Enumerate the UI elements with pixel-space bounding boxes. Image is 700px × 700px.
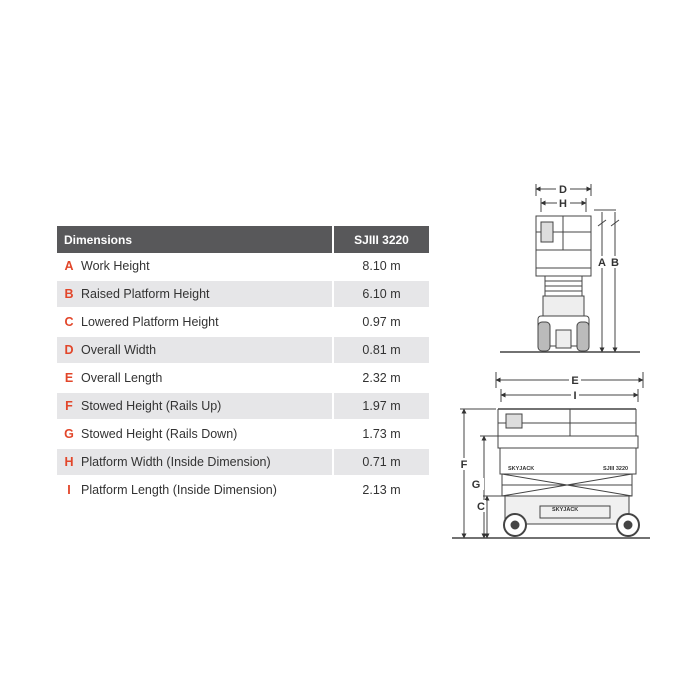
side-model-text: SJIII 3220 <box>603 466 629 472</box>
row-label: Overall Length <box>81 371 163 385</box>
row-label: Platform Length (Inside Dimension) <box>81 483 277 497</box>
row-letter: I <box>67 483 71 497</box>
row-letter: B <box>64 287 74 301</box>
front-chassis <box>543 296 584 316</box>
row-value: 6.10 m <box>333 280 429 308</box>
row-letter: D <box>64 343 74 357</box>
front-center-block <box>556 330 571 348</box>
front-wheel-left <box>538 322 550 351</box>
label-i: I <box>573 390 577 402</box>
side-brand-text: SKYJACK <box>508 466 535 472</box>
header-model: SJIII 3220 <box>333 226 429 253</box>
row-letter: H <box>64 455 74 469</box>
row-value: 8.10 m <box>333 253 429 280</box>
label-b: B <box>611 257 619 269</box>
row-letter: F <box>65 399 73 413</box>
row-value: 1.73 m <box>333 420 429 448</box>
row-label: Stowed Height (Rails Down) <box>81 427 238 441</box>
front-platform-deck <box>536 250 591 276</box>
row-letter: E <box>64 371 74 385</box>
row-label: Overall Width <box>81 343 157 357</box>
front-control-box <box>541 222 553 242</box>
row-value: 1.97 m <box>333 392 429 420</box>
row-label: Lowered Platform Height <box>81 315 219 329</box>
row-value: 2.32 m <box>333 364 429 392</box>
header-dimensions: Dimensions <box>57 226 333 253</box>
label-f: F <box>460 459 468 471</box>
row-value: 2.13 m <box>333 476 429 504</box>
side-chassis-brand-text: SKYJACK <box>552 507 579 513</box>
side-platform-upper <box>498 436 638 448</box>
label-e: E <box>571 375 579 387</box>
row-label: Stowed Height (Rails Up) <box>81 399 222 413</box>
side-control-box <box>506 414 522 428</box>
front-wheel-right <box>577 322 589 351</box>
row-label: Platform Width (Inside Dimension) <box>81 455 271 469</box>
row-value: 0.81 m <box>333 336 429 364</box>
label-a: A <box>598 257 606 269</box>
row-label: Raised Platform Height <box>81 287 210 301</box>
row-label: Work Height <box>81 259 150 273</box>
side-view <box>452 372 650 538</box>
row-letter: A <box>64 259 74 273</box>
row-letter: C <box>64 315 74 329</box>
label-h: H <box>559 198 567 210</box>
label-d: D <box>559 184 567 196</box>
row-value: 0.71 m <box>333 448 429 476</box>
side-wheel-front-hub <box>624 521 632 529</box>
side-wheel-rear-hub <box>511 521 519 529</box>
row-value: 0.97 m <box>333 308 429 336</box>
label-g: G <box>471 479 481 491</box>
label-c: C <box>477 501 485 513</box>
row-letter: G <box>64 427 74 441</box>
